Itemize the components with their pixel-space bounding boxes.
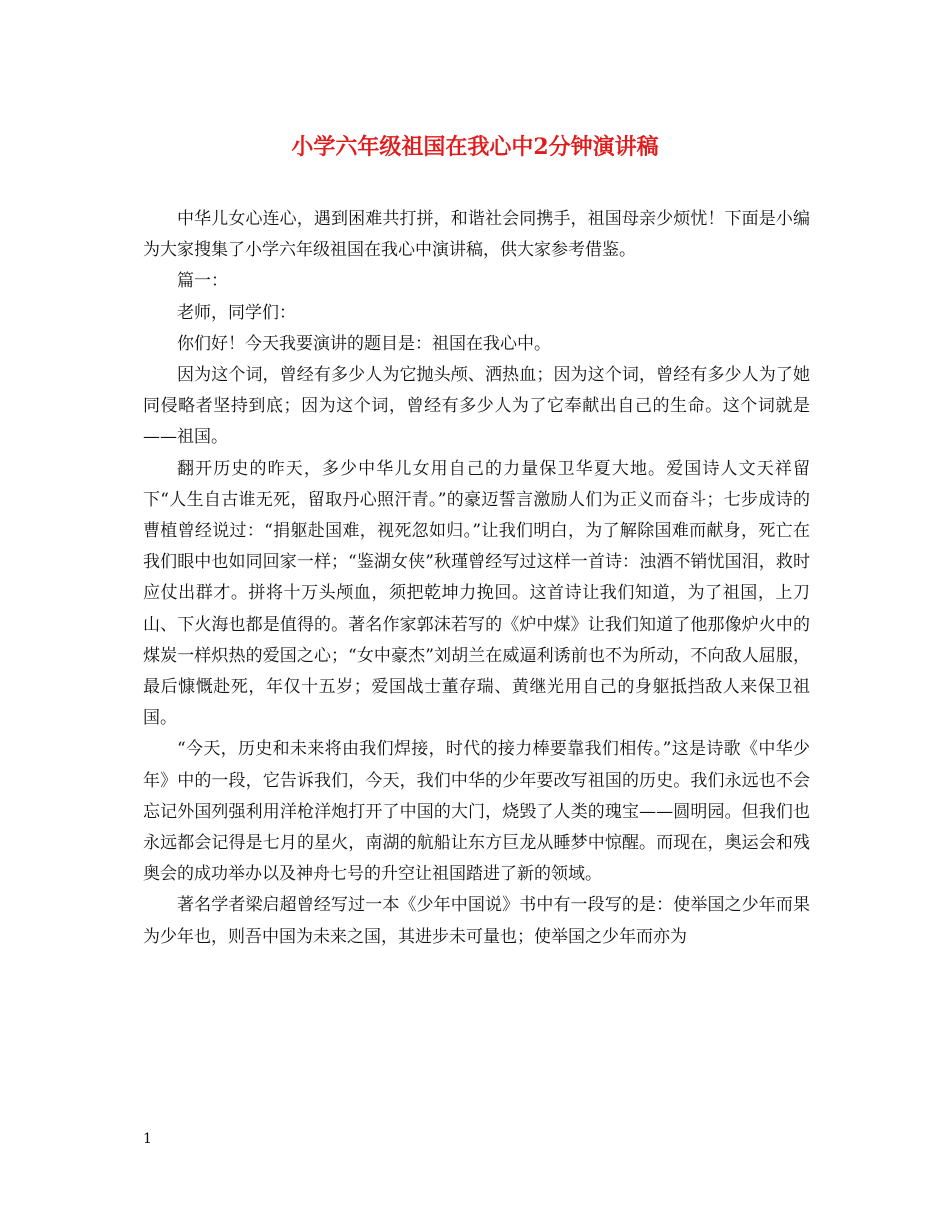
- paragraph-greeting: 你们好！今天我要演讲的题目是：祖国在我心中。: [177, 333, 551, 354]
- paragraph-body-4: 著名学者梁启超曾经写过一本《少年中国说》书中有一段写的是：使举国之少年而果为少年也，则吾中国为未来之国，其进步未可量也；使举国之少年而亦为: [143, 895, 810, 947]
- document-body: [143, 204, 810, 953]
- page-number: 1: [143, 1131, 152, 1147]
- paragraph-intro: 中华儿女心连心，遇到困难共打拼，和谐社会同携手，祖国母亲少烦忧！下面是小编为大家搜集了小学六年级祖国在我心中演讲稿，供大家参考借鉴。: [143, 209, 810, 261]
- paragraph-section-label: 篇一：: [177, 271, 228, 292]
- paragraph-salutation: 老师，同学们：: [177, 302, 296, 323]
- document-title: 小学六年级祖国在我心中2分钟演讲稿: [291, 134, 659, 160]
- paragraph-body-2: 翻开历史的昨天，多少中华儿女用自己的力量保卫华夏大地。爱国诗人文天祥留下“人生自古谁无死，留取丹心照汗青。”的豪迈誓言激励人们为正义而奋斗；七步成诗的曹植曾经说过：“捐躯赴国难，视死忽如归。”让我们明白，为了解除国难而献身，死亡在我们眼中也如同回家一样；“鉴湖女侠”秋瑾曾经写过这样一首诗：浊酒不销忧国泪，救时应仗出群才。拼将十万头颅血，须把乾坤力挽回。这首诗让我们知道，为了祖国，上刀山、下火海也都是值得的。著名作家郭沫若写的《炉中煤》让我们知道了他那像炉火中的煤炭一样炽热的爱国之心；“女中豪杰”刘胡兰在威逼利诱前也不为所动，不向敌人屈服，最后慷慨赴死，年仅十五岁；爱国战士董存瑞、黄继光用自己的身躯抵挡敌人来保卫祖国。: [143, 458, 810, 729]
- paragraph-body-3: “今天，历史和未来将由我们焊接，时代的接力棒要靠我们相传。”这是诗歌《中华少年》中的一段，它告诉我们，今天，我们中华的少年要改写祖国的历史。我们永远也不会忘记外国列强利用洋枪洋炮打开了中国的大门，烧毁了人类的瑰宝——圆明园。但我们也永远都会记得是七月的星火，南湖的航船让东方巨龙从睡梦中惊醒。而现在，奥运会和残奥会的成功举办以及神舟七号的升空让祖国踏进了新的领域。: [143, 739, 810, 885]
- paragraph-body-1: 因为这个词，曾经有多少人为它抛头颅、洒热血；因为这个词，曾经有多少人为了她同侵略者坚持到底；因为这个词，曾经有多少人为了它奉献出自己的生命。这个词就是——祖国。: [143, 365, 810, 448]
